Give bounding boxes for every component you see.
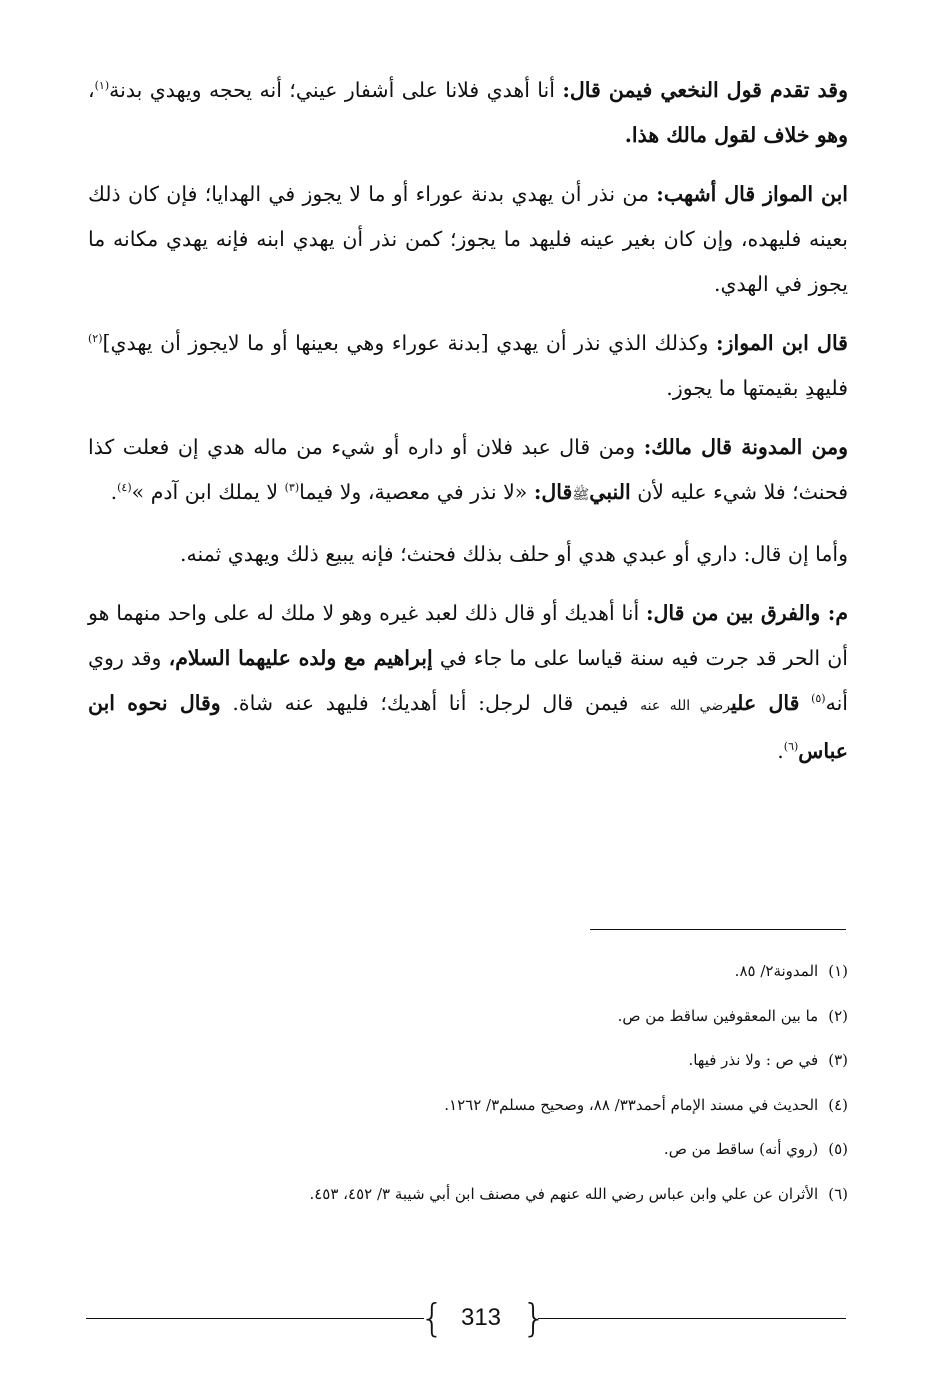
footnote-number: (٥) — [828, 1140, 848, 1158]
paragraph-6 — [88, 591, 848, 774]
paragraph-text: أنا أهدي فلانا على أشفار عيني؛ أنه يحجه ويهدي بدنة — [109, 78, 563, 102]
footnote-text: في ص : ولا نذر فيها. — [688, 1051, 819, 1069]
paragraph-5 — [88, 532, 848, 577]
footnote-item — [88, 1136, 848, 1181]
honorific-glyph: ﷺ — [572, 487, 590, 503]
paragraph-text: وأما إن قال: داري أو عبدي هدي أو حلف بذلك فحنث؛ فإنه يبيع ذلك ويهدي ثمنه. — [180, 542, 848, 566]
paragraph-2 — [88, 172, 848, 307]
main-text — [88, 68, 848, 788]
paragraph-text: ومن قال عبد فلان أو داره أو شيء من ماله هدي إن فعلت كذا فحنث؛ فلا شيء عليه لأن — [88, 435, 848, 504]
footnote-text: الحديث في مسند الإمام أحمد٣٣/ ٨٨، وصحيح مسلم٣/ ١٢٦٢. — [444, 1095, 819, 1114]
paragraph-bold: قال علي — [730, 691, 800, 715]
footnote-ref[interactable]: (٢) — [88, 332, 103, 346]
footnote-ref[interactable]: (٤) — [117, 481, 132, 495]
footer-rule-left — [86, 1318, 424, 1319]
paragraph-text: أنا أهديك أو قال ذلك لعبد غيره وهو لا ملك له على واحد منهما هو أن الحر قد جرت فيه سنة قياسا على ما جاء في — [88, 601, 848, 670]
paragraph-bold: إبراهيم مع ولده عليهما السلام، — [168, 646, 433, 670]
footnote-item — [88, 1092, 848, 1137]
paragraph-text: من نذر أن يهدي بدنة عوراء أو ما لا يجوز في الهدايا؛ فإن كان ذلك بعينه فليهده، وإن كان بغير عينه فليهد ما يجوز؛ كمن نذر أن يهدي ابنه فإنه يهدي مكانه ما يجوز في الهدي. — [88, 182, 848, 296]
page-number: 313 — [460, 1304, 502, 1331]
paragraph-lead: م: والفرق بين من قال: — [645, 601, 849, 625]
footnote-item — [88, 958, 848, 1003]
footnotes — [88, 958, 848, 1225]
paragraph-1 — [88, 68, 848, 158]
paragraph-text — [799, 691, 811, 715]
paragraph-text: . — [777, 739, 784, 763]
paragraph-text: ، — [88, 78, 95, 102]
page-footer — [86, 1296, 846, 1346]
paragraph-bold: وقال نحوه ابن عباس — [88, 691, 848, 763]
paragraph-text: فيمن قال لرجل: أنا أهديك؛ فليهد عنه شاة. — [220, 691, 641, 715]
paragraph-bold: وهو خلاف لقول مالك هذا. — [624, 123, 848, 147]
paragraph-lead: ابن المواز قال أشهب: — [656, 182, 848, 206]
paragraph-text: وكذلك الذي نذر أن يهدي [بدنة عوراء وهي بعينها أو ما لايجوز أن يهدي] — [102, 331, 717, 355]
footnote-item — [88, 1047, 848, 1092]
footnote-item — [88, 1181, 848, 1226]
footnote-text: المدونة٢/ ٨٥. — [734, 962, 819, 980]
paragraph-3 — [88, 321, 848, 411]
paragraph-bold: النبي — [589, 480, 631, 504]
paragraph-lead: وقد تقدم قول النخعي فيمن قال: — [562, 78, 848, 102]
paragraph-lead: قال ابن المواز: — [716, 331, 848, 355]
footnote-number: (١) — [828, 962, 848, 980]
paragraph-text: . — [110, 480, 118, 504]
paragraph-lead: ومن المدونة قال مالك: — [643, 435, 849, 459]
paragraph-text: وقد روي أنه — [88, 646, 848, 715]
footnote-ref[interactable]: (٦) — [783, 740, 799, 754]
footnote-number: (٤) — [828, 1095, 848, 1114]
footnote-ref[interactable]: (١) — [94, 79, 110, 93]
paragraph-bold: قال: — [533, 480, 573, 504]
footnote-text: ما بين المعقوفين ساقط من ص. — [617, 1006, 819, 1025]
page-number-bracket-left: { — [420, 1296, 445, 1340]
footnote-item — [88, 1003, 848, 1048]
paragraph-text: «لا نذر في معصية، ولا فيما — [299, 480, 534, 504]
footnote-number: (٣) — [828, 1051, 848, 1069]
page-number-bracket-right: } — [522, 1296, 547, 1340]
footnote-ref[interactable]: (٣) — [284, 481, 300, 495]
paragraph-text: فليهدِ بقيمتها ما يجوز. — [666, 376, 848, 400]
footnote-number: (٢) — [828, 1006, 848, 1025]
footnote-text: (روي أنه) ساقط من ص. — [663, 1140, 819, 1158]
footnote-number: (٦) — [828, 1184, 848, 1203]
honorific-glyph: رضي الله عنه — [640, 698, 731, 714]
paragraph-4 — [88, 425, 848, 518]
footnote-ref[interactable]: (٥) — [811, 692, 826, 706]
footnote-text: الأثران عن علي وابن عباس رضي الله عنهم في مصنف ابن أبي شيبة ٣/ ٤٥٢، ٤٥٣. — [309, 1184, 819, 1203]
footer-rule-right — [538, 1318, 846, 1319]
paragraph-text: لا يملك ابن آدم » — [131, 480, 285, 504]
footnote-separator — [590, 929, 846, 930]
